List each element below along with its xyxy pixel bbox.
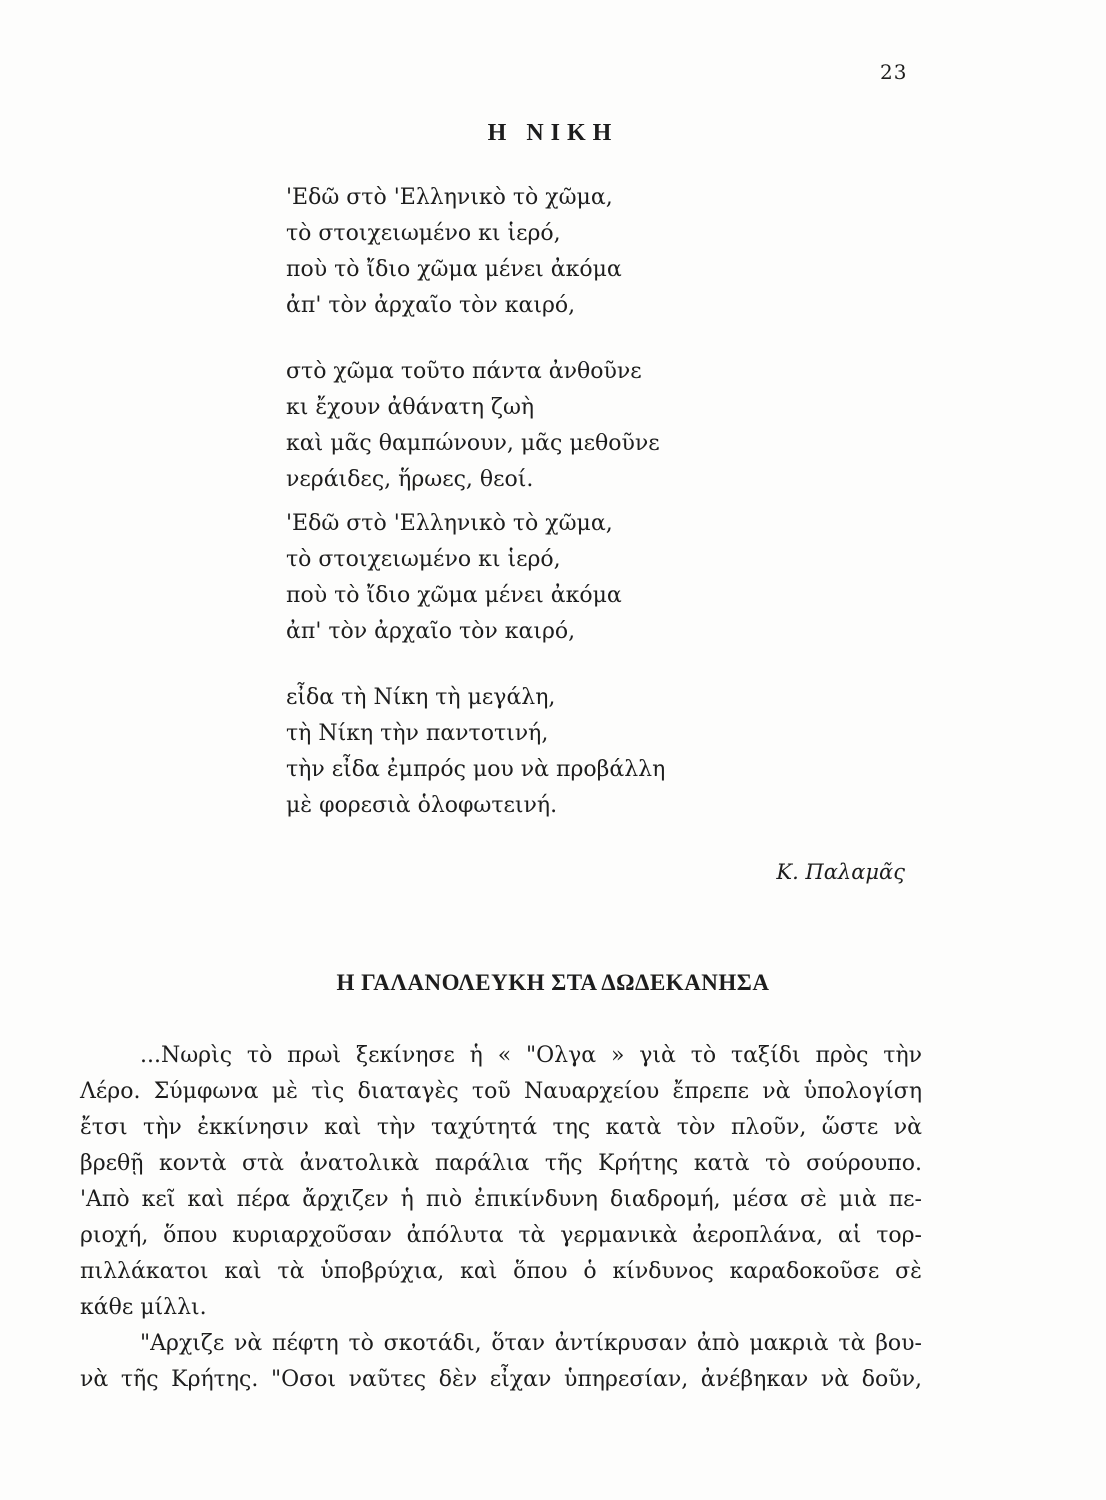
prose-line: ριοχή, ὅπου κυριαρχοῦσαν ἀπόλυτα τὰ γερμανικὰ ἀεροπλάνα, αἱ τορ- xyxy=(80,1223,922,1248)
verse-line: τὴν εἶδα ἐμπρός μου νὰ προβάλλη xyxy=(286,757,666,782)
prose-line: ...Νωρὶς τὸ πρωὶ ξεκίνησε ἡ « "Ολγα » γιὰ τὸ ταξίδι πρὸς τὴν xyxy=(140,1043,922,1068)
prose-line: ἔτσι τὴν ἐκκίνησιν καὶ τὴν ταχύτητά της κατὰ τὸν πλοῦν, ὥστε νὰ xyxy=(80,1115,922,1140)
verse-line: 'Εδῶ στὸ 'Ελληνικὸ τὸ χῶμα, xyxy=(286,185,613,210)
verse-line: ἀπ' τὸν ἀρχαῖο τὸν καιρό, xyxy=(286,619,576,644)
poem-stanza xyxy=(286,680,926,824)
verse-line: κι ἔχουν ἀθάνατη ζωὴ xyxy=(286,395,535,420)
prose-line: 'Απὸ κεῖ καὶ πέρα ἄρχιζεν ἡ πιὸ ἐπικίνδυνη διαδρομή, μέσα σὲ μιὰ πε- xyxy=(80,1187,922,1212)
verse-line: μὲ φορεσιὰ ὁλοφωτεινή. xyxy=(286,793,558,818)
poem-title: Η ΝΙΚΗ xyxy=(487,120,619,146)
verse-line: τὸ στοιχειωμένο κι ἱερό, xyxy=(286,547,561,572)
poem-body xyxy=(286,180,926,824)
poem-stanza xyxy=(286,354,926,498)
verse-line: ποὺ τὸ ἴδιο χῶμα μένει ἀκόμα xyxy=(286,257,622,282)
verse-line: ποὺ τὸ ἴδιο χῶμα μένει ἀκόμα xyxy=(286,583,622,608)
prose-line: πιλλάκατοι καὶ τὰ ὑποβρύχια, καὶ ὅπου ὁ κίνδυνος καραδοκοῦσε σὲ xyxy=(80,1259,922,1284)
prose-line: νὰ τῆς Κρήτης. "Οσοι ναῦτες δὲν εἶχαν ὑπηρεσίαν, ἀνέβηκαν νὰ δοῦν, xyxy=(80,1367,922,1392)
verse-line: εἶδα τὴ Νίκη τὴ μεγάλη, xyxy=(286,685,556,710)
verse-line: στὸ χῶμα τοῦτο πάντα ἀνθοῦνε xyxy=(286,359,642,384)
prose-line: Λέρο. Σύμφωνα μὲ τὶς διαταγὲς τοῦ Ναυαρχείου ἔπρεπε νὰ ὑπολογίση xyxy=(80,1079,922,1104)
verse-line: τὸ στοιχειωμένο κι ἱερό, xyxy=(286,221,561,246)
prose-line: βρεθῇ κοντὰ στὰ ἀνατολικὰ παράλια τῆς Κρήτης κατὰ τὸ σούρουπο. xyxy=(80,1151,922,1176)
verse-line: καὶ μᾶς θαμπώνουν, μᾶς μεθοῦνε xyxy=(286,431,660,456)
poem-stanza xyxy=(286,506,926,650)
verse-line: τὴ Νίκη τὴν παντοτινή, xyxy=(286,721,549,746)
verse-line: 'Εδῶ στὸ 'Ελληνικὸ τὸ χῶμα, xyxy=(286,511,613,536)
page-number: 23 xyxy=(880,60,908,84)
prose-paragraph xyxy=(80,1038,922,1326)
poem-author: Κ. Παλαμᾶς xyxy=(776,860,905,884)
poem-stanza xyxy=(286,180,926,324)
prose-body xyxy=(80,1038,922,1398)
prose-paragraph xyxy=(80,1326,922,1398)
verse-line: νεράιδες, ἥρωες, θεοί. xyxy=(286,467,534,492)
section-title: Η ΓΑΛΑΝΟΛΕΥΚΗ ΣΤΑ ΔΩΔΕΚΑΝΗΣΑ xyxy=(336,970,770,995)
verse-line: ἀπ' τὸν ἀρχαῖο τὸν καιρό, xyxy=(286,293,576,318)
prose-line: "Αρχιζε νὰ πέφτη τὸ σκοτάδι, ὅταν ἀντίκρυσαν ἀπὸ μακριὰ τὰ βου- xyxy=(140,1331,922,1356)
prose-line: κάθε μίλλι. xyxy=(80,1295,207,1320)
